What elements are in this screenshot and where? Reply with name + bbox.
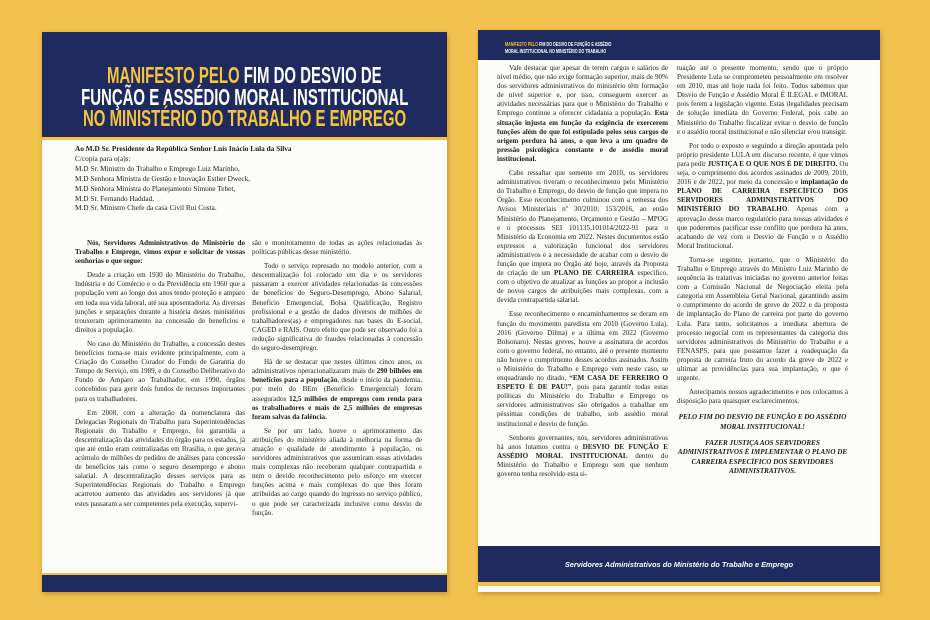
- bold-run: PLANO DE CARREIRA: [554, 269, 634, 278]
- copy-label: C/copia para o(a)s:: [75, 153, 131, 163]
- footer-band: [478, 546, 880, 582]
- right-column-2: [677, 64, 848, 542]
- paragraph: Se por um lado, houve o aprimoramento das atribuições do ministério aliada à melhoria na forma de atuação e qualidade de atendimento à população, os servidores administrativos que assumiram essas atividades mais complexas não receberam qualquer contrapartida e nem o devido reconhecimento pelo esforço em exercer funções acima e mais complexas do que lhes foram atribuídas ao cargo quando do ingresso no serviço público, o que pode ser caracterizada inclusive como desvio de função.: [252, 426, 422, 517]
- bold-run: “EM CASA DE FERREIRO O ESPETO É DE PAU!”: [497, 374, 668, 392]
- paragraph: Desde a criação em 1930 do Ministério do Trabalho, Indústria e do Comércio e o da Previdência em 1960 que a população vem ao longo dos anos tendo proteção e amparo em toda sua vida laboral, até sua aposentadoria. As diversas junções e separações durante a história destes ministérios trouxeram aprimoramento na concessão de benefícios e direitos a população.: [75, 271, 245, 334]
- title-line-2-text: FUNÇÃO E ASSÉDIO MORAL INSTITUCIONAL: [80, 83, 409, 110]
- title-line-3-text: NO MINISTÉRIO DO TRABALHO E EMPREGO: [82, 105, 407, 131]
- paragraph: [497, 64, 668, 164]
- copy-recipient: M.D Sr. Ministro do Trabalho e Emprego Luiz Marinho,: [75, 163, 240, 173]
- paragraph: [497, 434, 668, 479]
- paragraph: [497, 310, 668, 428]
- closing-slogan-1: PELO FIM DO DESVIO DE FUNÇÃO E DO ASSÉDIO MORAL INSTITUCIONAL!: [678, 413, 847, 431]
- left-page: [42, 32, 447, 592]
- footer-signature: Servidores Administrativos do Ministério do Trabalho e Emprego: [564, 559, 794, 569]
- text-run: Ou seja, o cumprimento dos acordos assinados de 2009, 2010, 2016 e de 2022, por meio da concessão e: [677, 159, 848, 187]
- bold-run: implantação do PLANO DE CARREIRA ESPECÍFICO DOS SERVIDORES ADMINISTRATIVOS DO MINISTÉRIO DO TRABALHO: [677, 178, 848, 214]
- copy-recipient: M.D Senhora Ministra de Gestão e Inovação Esther Dweck,: [75, 173, 251, 183]
- paragraph: [252, 358, 422, 422]
- bold-run: DESVIO DE FUNÇÃO E ASSÉDIO MORAL INSTITUCIONAL: [497, 442, 668, 460]
- text-run: Cabe ressaltar que somente em 2010, os servidores administrativos tiveram o reconhecimento pelo Ministério do Trabalho e Emprego, do desvio de função que impera no Órgão. Esse reconhecimento culminou com a remessa dos Avisos Ministeriais nº 30/2010; 153/2016, ao então Ministério do Planejamento, Orçamento e Gestão – MPOG e o processos SEI 101135.101014/2022-91 para o Ministério da Economia em 2022. Nestes documentos estão expressos a valorização funcional dos servidores administrativos e a necessidade de acabar com o desvio de função que impera no Órgão até hoje, através da Proposta de criação de um: [497, 169, 668, 278]
- text-run: , pois para garantir todas estas políticas do Ministério do Trabalho e Emprego os servidores administrativos são obrigados a trabalhar em péssimas condições de trabalho, sob assédio moral institucional e desvio de função.: [497, 383, 668, 428]
- text-run: Senhores governantes, nós, servidores administrativos há anos lutamos contra o: [497, 433, 668, 451]
- paragraph: [677, 142, 848, 251]
- manifesto-title: [42, 62, 447, 131]
- text-run: , desde o início da pandemia, por meio do BEm (Benefício Emergencial) foram assegurados: [252, 376, 422, 403]
- title-line-3: [42, 105, 447, 131]
- paragraph: tuação até o presente momento, sendo que o próprio Presidente Lula se comprometeu pessoalmente em resolver em 2010, mas até hoje nada foi feito. Todos sabemos que Desvio de Função e Assédio Moral É ILEGAL e IMORAL pois ferem a legislação vigente. Estas ilegalidades precisam de solução imediata do Governo Federal, pois cabe ao Ministério do Trabalho fiscalizar evitar o desvio de função e o assédio moral institucional e não silenciar e/ou transigir.: [677, 64, 848, 136]
- text-run: Esse reconhecimento e encaminhamentos se deram em função do movimento paredista em 2010 (Governo Lula), 2016 (Governo Dilma) e a última em 2022 (Governo Bolsonaro). Nestas greves, houve a assinatura de acordos com o governo federal, no entanto, até o presente momento não houve o cumprimento desses acordos assinados. Assim o Ministério do Trabalho e Emprego vem neste caso, se enquadrando no ditado,: [497, 310, 668, 383]
- paragraph: Em 2008, com a alteração da nomenclatura das Delegacias Regionais do Trabalho para Superintendências Regionais do Trabalho e Emprego, foi garantida a descentralização das atividades do órgão para os estados, já que até então eram centralizadas em Brasília, o que gerava acúmulo de milhões de pedidos de análises para concessão de benefícios tais como o seguro desemprego e abono salarial. A descentralização desses serviços para as Superintendências Regionais do Trabalho e Emprego acarretou aumento das atividades aos servidores já que estes passaram a ser competentes pela execução, supervi-: [75, 408, 245, 508]
- copy-recipient: M.D Senhora Ministra do Planejamento Simone Tebet,: [75, 183, 236, 193]
- running-header-line-2: MORAL INSTITUCIONAL NO MINISTÉRIO DO TRABALHO: [505, 49, 607, 55]
- running-header-highlight: MANIFESTO PELO: [505, 42, 539, 48]
- running-header-rest: FIM DO DESVIO DE FUNÇÃO E ASSÉDIO: [538, 42, 612, 48]
- paragraph: Torna-se urgente, portanto, que o Ministério do Trabalho e Emprego através do Ministro Luiz Marinho de sequência às tratativas iniciadas no governo anterior feitas com a Comissão Nacional de Negociação eleita pela categoria em Assembleia Geral Nacional, garantindo assim o cumprimento do acordo de greve de 2022 e da proposta de implantação do Plano de carreira por parte do governo Lula. Para tanto, solicitamos a imediata abertura de processo negocial com os representantes da categoria dos servidores administrativos do Ministério do Trabalho e a FENASPS, para que possamos fazer a readequação da proposta de carreira fruto do acordo da greve de 2022 e ultimar as providências para sua implantação, o que é urgente.: [677, 255, 848, 383]
- bold-run: JUSTIÇA E O QUE NOS É DE DIREITO.: [707, 159, 838, 168]
- paragraph: Todo o serviço represado no modelo anterior, com a descentralização foi colocado em dia e os servidores passaram a exercer atividades relacionadas às concessões de benefícios do Seguro-Desemprego, Abono Salarial, Benefício Emergencial, Bolsa Qualificação, Registro profissional e a gestão de dados diversos de milhões de trabalhadores(as) e empregadores nas bases do E-social, CAGED e RAIS. Outro efeito que pode ser observado foi a redução significativa de fraudes relacionadas à concessão do seguro-desemprego.: [252, 262, 422, 353]
- bold-run: 290 bilhões em benefícios para a população: [252, 367, 422, 385]
- text-run: Vale destacar que apesar de terem cargos e salários de nível médio, que não exige formação superior, mais de 90% dos servidores administrativos do ministério têm formação de nível superior e, por isso, conseguem exercer as atividades necessárias para que o Ministério do Trabalho e Emprego continue a oferecer cidadania a população.: [497, 64, 668, 118]
- footer-band: [42, 575, 447, 592]
- bold-run: Nós, Servidores Administrativos do Ministério do Trabalho e Emprego, vimos expor e solicitar de vossas senhorias o que segue:: [75, 239, 245, 266]
- copy-recipient: M.D Sr. Ministro Chefe da casa Civil Rui Costa.: [75, 203, 217, 213]
- text-run: Por todo o exposto e seguindo a direção apontada pelo próprio presidente LULA em discurso recente, é que vimos para pedir: [677, 141, 848, 168]
- bold-run: Esta situação injusta em função da exigência de exercerem funções além do que foi estipulado pelos seus cargos de origem perdura há anos, o que leva a um quadro de pressão psicológica constante e de assédio moral institucional.: [497, 109, 668, 163]
- closing-slogan-2: FAZER JUSTIÇA AOS SERVIDORES ADMINISTRATIVOS É IMPLEMENTAR O PLANO DE CARREIRA ESPECÍFICO DOS SERVIDORES ADMINISTRATIVOS.: [677, 438, 848, 475]
- text-run: dentro do Ministério do Trabalho e Emprego sem que nenhum governo tenha resolvido esta si-: [497, 451, 668, 479]
- paragraph: [497, 169, 668, 305]
- paragraph: Antecipamos nossos agradecimentos e nos colocamos à disposição para quaisquer esclarecimentos.: [677, 388, 848, 406]
- running-header-line-1: [505, 42, 611, 48]
- title-rest: FIM DO DESVIO DE: [239, 62, 382, 88]
- running-header: [505, 42, 677, 56]
- left-column-2: [252, 239, 422, 569]
- text-run: . Apenas com a aprovação desse marco regulatório para nossas atividades é que poderemos pacificar esse conflito que perdura há anos, acabando de vez com o Desvio de Função e o Assédio Moral Institucional.: [677, 205, 848, 250]
- right-column-1: [497, 64, 668, 542]
- bold-run: 12,5 milhões de empregos com renda para os trabalhadores e mais de 2,5 milhões de empresas foram salvas da falência.: [252, 394, 422, 421]
- title-highlight: MANIFESTO PELO: [107, 62, 240, 88]
- recipient: Ao M.D Sr. Presidente da República Senhor Luís Inácio Lula da Silva: [75, 144, 292, 153]
- text-run: Há de se destacar que nestes últimos cinco anos, os administrativos operacionalizaram mais de: [252, 358, 422, 376]
- address-block: [75, 144, 420, 213]
- paragraph: No caso do Ministério do Trabalho, a concessão destes benefícios torna-se mais evidente principalmente, com a Criação do Conselho Curador do Fundo de Garantia do Tempo de Serviço, em 1989, e do Conselho Deliberativo do Fundo de Amparo ao Trabalhador, em 1990, órgãos concebidos para gerir dois fundos de recursos importantes para os trabalhadores.: [75, 339, 245, 403]
- text-run: específico, com o objetivo de atualizar as funções ao propor a inclusão de novos cargos de atribuições mais complexas, com a devida contrapartida salarial.: [497, 269, 668, 305]
- left-column-1: [75, 239, 245, 569]
- paragraph: são e monitoramento de todas as ações relacionadas às políticas públicas desse ministério.: [252, 239, 422, 257]
- header-rule: [42, 137, 447, 140]
- copy-recipient: M.D Sr. Fernando Haddad,: [75, 193, 155, 203]
- footer-rule: [478, 582, 880, 586]
- intro-paragraph: [75, 239, 245, 266]
- right-page: [478, 30, 880, 592]
